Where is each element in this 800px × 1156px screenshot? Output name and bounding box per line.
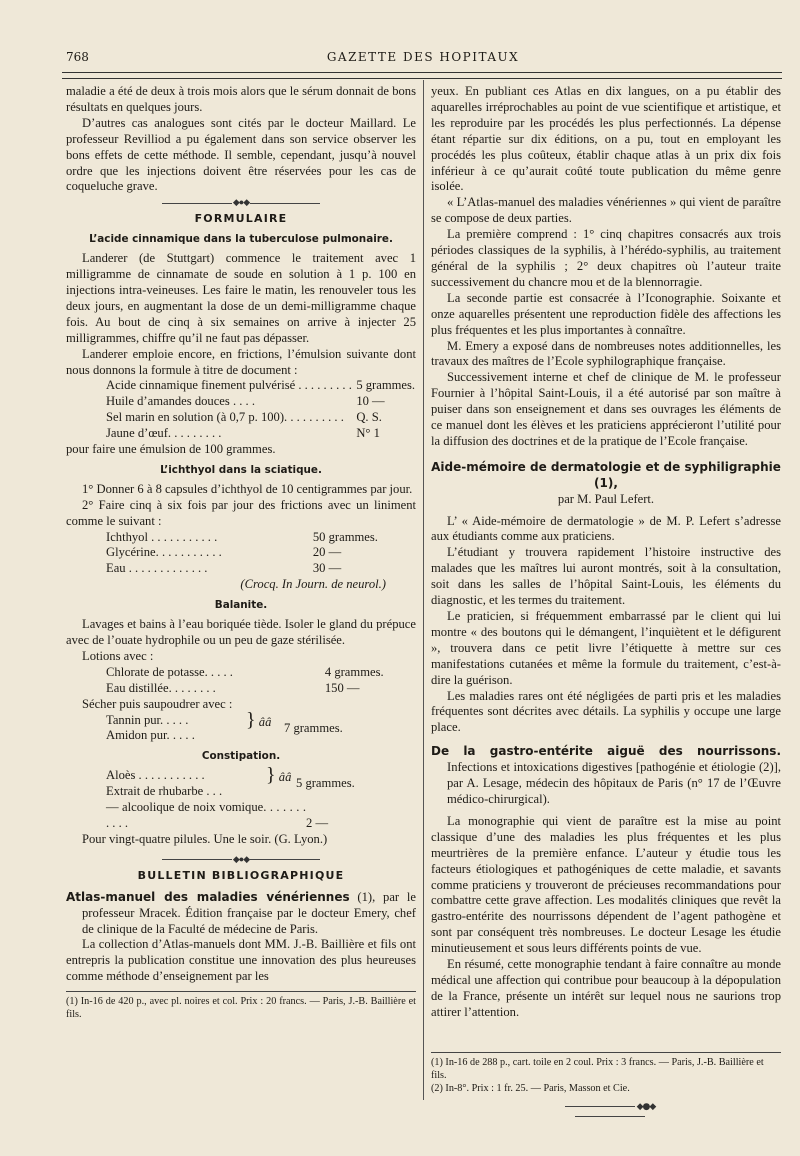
- subheading: Balanite.: [214, 599, 268, 612]
- prescription-table: [66, 764, 416, 800]
- paragraph: L’étudiant y trouvera rapidement l’histoire instructive des malades que les maîtres lui auront montrés, soit à la consultation, soit dans les salles de l’hôpital Saint-Louis, les éléments du diagnostic, et les termes du traitement.: [431, 545, 781, 608]
- paragraph: M. Emery a exposé dans de nombreuses notes additionnelles, les travaux des maîtres de l’Ecole syphilographique française.: [431, 338, 781, 369]
- ingredient: Aloès . . . . . . . . . . .: [106, 768, 205, 783]
- prescription-table: [66, 378, 416, 442]
- prescription-row: Eau distillée. . . . . . . . 150 —: [106, 680, 360, 695]
- ana-abbrev: ââ: [258, 714, 272, 729]
- book-details: (1), par le professeur Mracek. Édition française par le docteur Emery, chef de clinique de la Faculté de médecine de Paris.: [82, 889, 416, 936]
- prescription-row: — alcoolique de noix vomique. . . . . . . . . . . 2 —: [106, 800, 329, 830]
- footnote: (2) In-8°. Prix : 1 fr. 25. — Paris, Masson et Cie.: [431, 1083, 630, 1094]
- left-column: [66, 84, 416, 1021]
- section-heading-formulaire: FORMULAIRE: [194, 212, 288, 226]
- prescription-row: Tannin pur. . . . . Amidon pur. . . . . } ââ 7 grammes.: [106, 708, 343, 743]
- prescription-row: Sel marin en solution (à 0,7 p. 100). . . . . . . . . . Q. S.: [106, 410, 382, 425]
- brace: }: [246, 708, 256, 731]
- right-footnotes: [431, 1046, 781, 1095]
- footnote: (1) In-16 de 420 p., avec pl. noires et col. Prix : 20 francs. — Paris, J.-B. Baillière et fils.: [66, 996, 416, 1021]
- journal-title: GAZETTE DES HOPITAUX: [326, 50, 520, 64]
- book-entry: [431, 460, 781, 508]
- prescription-row: Ichthyol . . . . . . . . . . . 50 grammes.: [106, 529, 378, 544]
- brace: }: [266, 764, 276, 787]
- paragraph: D’autres cas analogues sont cités par le docteur Maillard. Le professeur Revilliod a pu également dans son service observer les bons effets de cette méthode. Il semble, cependant, jusqu’à nouvel ordre que les injections doivent être réservées pour les cas de coqueluche grave.: [66, 115, 416, 194]
- right-column: [431, 84, 781, 1021]
- paragraph: La première comprend : 1° cinq chapitres consacrés aux trois périodes classiques de la syphilis, à l’hérédo-syphilis, au traitement général de la syphilis ; 2° deux chapitres où l’auteur traite successivement du chancre mou et de la blennorragie.: [431, 227, 781, 289]
- prescription-row: Aloès . . . . . . . . . . . Extrait de rhubarbe . . . } ââ 5 grammes.: [106, 764, 355, 799]
- paragraph: Landerer emploie encore, en frictions, l’émulsion suivante dont nous donnons la formule à titre de document :: [66, 346, 416, 377]
- paragraph: Successivement interne et chef de clinique de M. le professeur Fournier à l’hôpital Saint-Louis, il a été autorisé par son maître à puiser dans son enseignement et dans ses ouvrages les éléments de ce manuel dont les élèves et les praticiens apprécieront l’utilité pour la diffusion des doctrines et de la pratique de l’Ecole française.: [431, 370, 781, 448]
- source-citation: (Crocq. In Journ. de neurol.): [240, 577, 386, 592]
- prescription-row: Chlorate de potasse. . . . . 4 grammes.: [106, 664, 384, 679]
- paragraph: Les maladies rares ont été négligées de parti pris et les maladies fréquentes sont décrites avec détails. La syphilis y occupe une large place.: [431, 688, 781, 735]
- ingredient: Amidon pur. . . . .: [106, 728, 195, 743]
- ornament-divider: ◆●◆: [66, 852, 416, 866]
- paragraph: En résumé, cette monographie tendant à faire connaître au monde médical une affection qui contribue pour beaucoup à la dépopulation de la France, présente un intérêt sur lequel nous ne saurions trop attirer l’attention.: [431, 957, 781, 1019]
- ornament-divider: ◆●◆: [540, 1102, 680, 1116]
- footnote: (1) In-16 de 288 p., cart. toile en 2 coul. Prix : 3 francs. — Paris, J.-B. Baillière et fils.: [431, 1057, 764, 1081]
- ana-abbrev: ââ: [278, 770, 292, 785]
- book-entry: [431, 744, 781, 808]
- paragraph: maladie a été de deux à trois mois alors que le sérum donnait de bons résultats en quelques jours.: [66, 84, 416, 114]
- prescription-row: Huile d’amandes douces . . . . 10 —: [106, 394, 385, 409]
- prescription-row: Eau . . . . . . . . . . . . . 30 —: [106, 561, 342, 576]
- book-title: De la gastro-entérite aiguë des nourrissons.: [431, 744, 781, 759]
- paragraph: La seconde partie est consacrée à l’Iconographie. Soixante et onze aquarelles présentent une reproduction fidèle des affections les plus fréquentes et les plus importantes à connaître.: [431, 290, 781, 337]
- book-entry: [66, 890, 416, 938]
- ingredient: Tannin pur. . . . .: [106, 712, 189, 727]
- paragraph: Lotions avec :: [82, 648, 154, 663]
- prescription-row: Jaune d’œuf. . . . . . . . . N° 1: [106, 426, 380, 441]
- paragraph: yeux. En publiant ces Atlas en dix langues, on a pu établir des aquarelles irréprochables au point de vue scientifique et artistique, et les reproduire par les procédés les plus perfectionnés. La dépense étant répartie sur dix éditions, on a pu, tout en employant les procédés les plus coûteux, établir chaque atlas à un prix dix fois inférieur à ce qu’aurait coûté toute publication du même genre isolée.: [431, 84, 781, 194]
- footnote-rule: [66, 991, 416, 992]
- prescription-table: [66, 800, 416, 832]
- paragraph: « L’Atlas-manuel des maladies vénériennes » qui vient de paraître se compose de deux parties.: [431, 195, 781, 226]
- paragraph: Landerer (de Stuttgart) commence le traitement avec 1 milligramme de cinnamate de soude en solution à 1 p. 100 en injections intra-veineuses. Les faire le matin, les renouveler tous les deux jours, en augmentant la dose de un demi-milligramme chaque fois. Au bout de cinq à six semaines on arrive à injecter 25 milligrammes, chiffre qu’il ne faut pas dépasser.: [66, 251, 416, 345]
- prescription-row: Glycérine. . . . . . . . . . . 20 —: [106, 545, 342, 560]
- column-divider: [423, 80, 424, 1100]
- paragraph: Lavages et bains à l’eau boriquée tiède. Isoler le gland du prépuce avec de l’ouate hydrophile ou un peu de gaze stérilisée.: [66, 617, 416, 647]
- header-double-rule: [62, 72, 782, 79]
- paragraph: 1° Donner 6 à 8 capsules d’ichthyol de 10 centigrammes par jour.: [82, 481, 413, 496]
- paragraph: 2° Faire cinq à six fois par jour des frictions avec un liniment comme le suivant :: [66, 497, 416, 528]
- paragraph: Pour vingt-quatre pilules. Une le soir. (G. Lyon.): [82, 831, 328, 846]
- paragraph: La monographie qui vient de paraître est la mise au point classique d’une des maladies les plus fréquentes et les plus meurtrières de la première enfance. L’auteur y étudie tous les facteurs étiologiques et pathogéniques de cette maladie, et savants comme praticiens y trouveront de précieuses recommandations pour combattre cette grave affection. Les modalités cliniques que revêt la gastro-entérite des nourrissons dépendent de l’agent pathogène et sont par conséquent très nombreuses. Le docteur Lesage les étudie minutieusement et sous leurs différents points de vue.: [431, 813, 781, 956]
- paragraph: pour faire une émulsion de 100 grammes.: [66, 442, 276, 457]
- paragraph: La collection d’Atlas-manuels dont MM. J.-B. Baillière et fils ont entrepris la publication constitue une innovation des plus heureuses comme méthode d’enseignement par les: [66, 937, 416, 984]
- ingredient: Extrait de rhubarbe . . .: [106, 784, 223, 799]
- prescription-table: [66, 708, 416, 745]
- footnote-rule: [431, 1052, 781, 1053]
- book-title: Aide-mémoire de dermatologie et de syphiligraphie (1),: [431, 459, 781, 490]
- subheading: L’acide cinnamique dans la tuberculose pulmonaire.: [89, 233, 393, 246]
- ornament-divider: ◆●◆: [66, 195, 416, 209]
- subheading: L’ichthyol dans la sciatique.: [160, 463, 322, 476]
- book-author: par M. Paul Lefert.: [557, 491, 655, 506]
- book-details: Infections et intoxications digestives [pathogénie et étiologie (2)], par A. Lesage, médecin des hôpitaux de Paris (n° 17 de l’Œuvre médico-chirurgical).: [447, 760, 781, 806]
- page-number: 768: [66, 50, 89, 64]
- prescription-table: [66, 665, 416, 697]
- section-heading-bulletin: BULLETIN BIBLIOGRAPHIQUE: [137, 868, 345, 882]
- paragraph: Sécher puis saupoudrer avec :: [82, 696, 233, 711]
- paragraph: Le praticien, si fréquemment embarrassé par le client qui lui montre « des boutons qui le démangent, l’inquiètent et le défigurent », trouvera dans ce petit livre l’étiquette à mettre sur ces manifestations cutanées et même la formule du traitement, c’est-à-dire la guérison.: [431, 609, 781, 687]
- prescription-row: Acide cinnamique finement pulvérisé . . . . . . . . . 5 grammes.: [106, 378, 416, 393]
- book-title: Atlas-manuel des maladies vénériennes: [66, 889, 350, 904]
- subheading: Constipation.: [201, 750, 281, 763]
- paragraph: L’ « Aide-mémoire de dermatologie » de M. P. Lefert s’adresse aux étudiants comme aux praticiens.: [431, 513, 781, 544]
- prescription-table: [66, 530, 416, 578]
- running-header: [66, 50, 780, 68]
